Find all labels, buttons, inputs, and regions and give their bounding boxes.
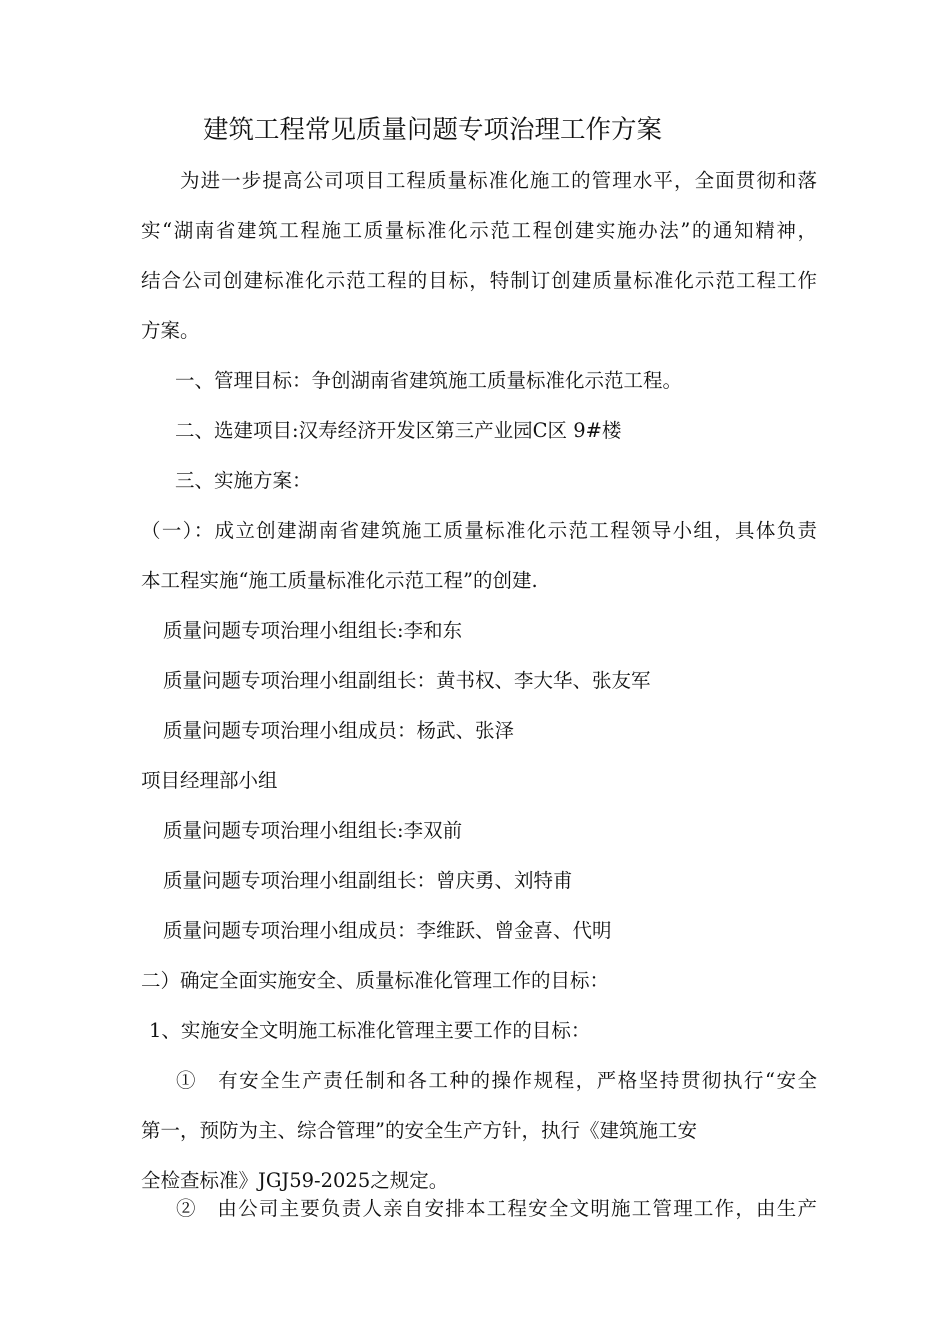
member-line: 质量问题专项治理小组副组长：黄书权、李大华、张友军 bbox=[163, 669, 651, 692]
paragraph-line: 方案。 bbox=[141, 319, 200, 342]
section-heading: 二）确定全面实施安全、质量标准化管理工作的目标： bbox=[141, 969, 610, 992]
subheading: 项目经理部小组 bbox=[141, 769, 278, 792]
document-title: 建筑工程常见质量问题专项治理工作方案 bbox=[203, 115, 663, 145]
subheading: 1、实施安全文明施工标准化管理主要工作的目标： bbox=[149, 1019, 591, 1042]
paragraph-line: ② 由公司主要负责人亲自安排本工程安全文明施工管理工作，由生产 bbox=[176, 1197, 817, 1220]
member-line: 质量问题专项治理小组副组长：曾庆勇、刘特甫 bbox=[163, 869, 573, 892]
section-heading: 二、选建项目:汉寿经济开发区第三产业园C区 9#楼 bbox=[175, 419, 622, 442]
paragraph-line: 结合公司创建标准化示范工程的目标，特制订创建质量标准化示范工程工作 bbox=[141, 269, 817, 292]
section-heading: 三、实施方案： bbox=[175, 469, 312, 492]
paragraph-line: ① 有安全生产责任制和各工种的操作规程，严格坚持贯彻执行“安全 bbox=[176, 1069, 817, 1092]
paragraph-line: （一）：成立创建湖南省建筑施工质量标准化示范工程领导小组，具体负责 bbox=[141, 519, 817, 542]
paragraph-line: 全检查标准》JGJ59-2025之规定。 bbox=[141, 1169, 449, 1192]
paragraph-line: 第一，预防为主、综合管理”的安全生产方针，执行《建筑施工安 bbox=[141, 1119, 697, 1142]
section-heading: 一、管理目标：争创湖南省建筑施工质量标准化示范工程。 bbox=[175, 369, 683, 392]
paragraph-line: 实“湖南省建筑工程施工质量标准化示范工程创建实施办法”的通知精神， bbox=[141, 219, 817, 242]
paragraph-line: 本工程实施“施工质量标准化示范工程”的创建. bbox=[141, 569, 538, 592]
member-line: 质量问题专项治理小组组长:李和东 bbox=[163, 619, 463, 642]
paragraph-line: 为进一步提高公司项目工程质量标准化施工的管理水平，全面贯彻和落 bbox=[180, 169, 817, 192]
member-line: 质量问题专项治理小组组长:李双前 bbox=[163, 819, 463, 842]
member-line: 质量问题专项治理小组成员：杨武、张泽 bbox=[163, 719, 515, 742]
member-line: 质量问题专项治理小组成员：李维跃、曾金喜、代明 bbox=[163, 919, 612, 942]
